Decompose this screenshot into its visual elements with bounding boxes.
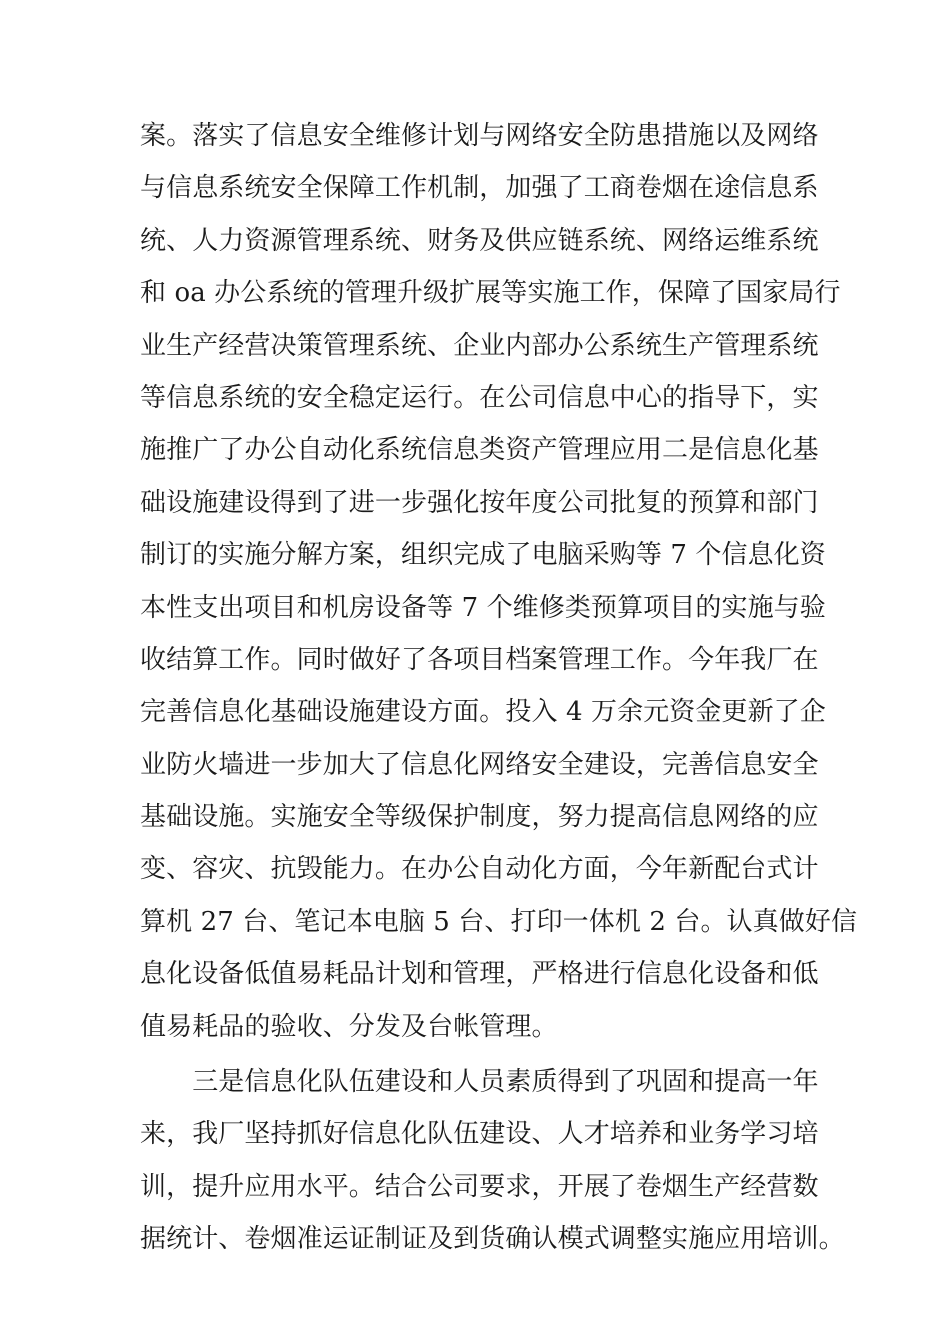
document-body — [140, 110, 858, 1266]
text-line: 施推广了办公自动化系统信息类资产管理应用二是信息化基 — [140, 435, 819, 466]
text-line: 业生产经营决策管理系统、企业内部办公系统生产管理系统 — [140, 330, 819, 361]
text-line: 算机 27 台、笔记本电脑 5 台、打印一体机 2 台。认真做好信 — [140, 906, 858, 937]
text-line: 变、容灾、抗毁能力。在办公自动化方面，今年新配台式计 — [140, 854, 819, 885]
text-line: 等信息系统的安全稳定运行。在公司信息中心的指导下，实 — [140, 382, 819, 413]
text-line: 制订的实施分解方案，组织完成了电脑采购等 7 个信息化资 — [140, 540, 826, 571]
text-line: 案。落实了信息安全维修计划与网络安全防患措施以及网络 — [140, 121, 819, 151]
text-line: 三是信息化队伍建设和人员素质得到了巩固和提高一年 — [140, 1067, 819, 1098]
text-line: 与信息系统安全保障工作机制，加强了工商卷烟在途信息系 — [140, 173, 819, 204]
text-line: 础设施建设得到了进一步强化按年度公司批复的预算和部门 — [140, 487, 819, 518]
text-line: 训，提升应用水平。结合公司要求，开展了卷烟生产经营数 — [140, 1171, 819, 1202]
text-line: 本性支出项目和机房设备等 7 个维修类预算项目的实施与验 — [140, 592, 826, 623]
text-line: 完善信息化基础设施建设方面。投入 4 万余元资金更新了企 — [140, 697, 826, 728]
text-line: 据统计、卷烟准运证制证及到货确认模式调整实施应用培训。 — [140, 1224, 845, 1255]
text-line: 值易耗品的验收、分发及台帐管理。 — [140, 1011, 558, 1042]
text-line: 基础设施。实施安全等级保护制度，努力提高信息网络的应 — [140, 802, 819, 833]
text-line: 和 oa 办公系统的管理升级扩展等实施工作，保障了国家局行 — [140, 278, 841, 309]
text-line: 统、人力资源管理系统、财务及供应链系统、网络运维系统 — [140, 225, 819, 256]
text-line: 息化设备低值易耗品计划和管理，严格进行信息化设备和低 — [140, 959, 819, 990]
text-line: 来，我厂坚持抓好信息化队伍建设、人才培养和业务学习培 — [140, 1119, 819, 1150]
text-line: 业防火墙进一步加大了信息化网络安全建设，完善信息安全 — [140, 749, 819, 780]
text-line: 收结算工作。同时做好了各项目档案管理工作。今年我厂在 — [140, 644, 819, 675]
